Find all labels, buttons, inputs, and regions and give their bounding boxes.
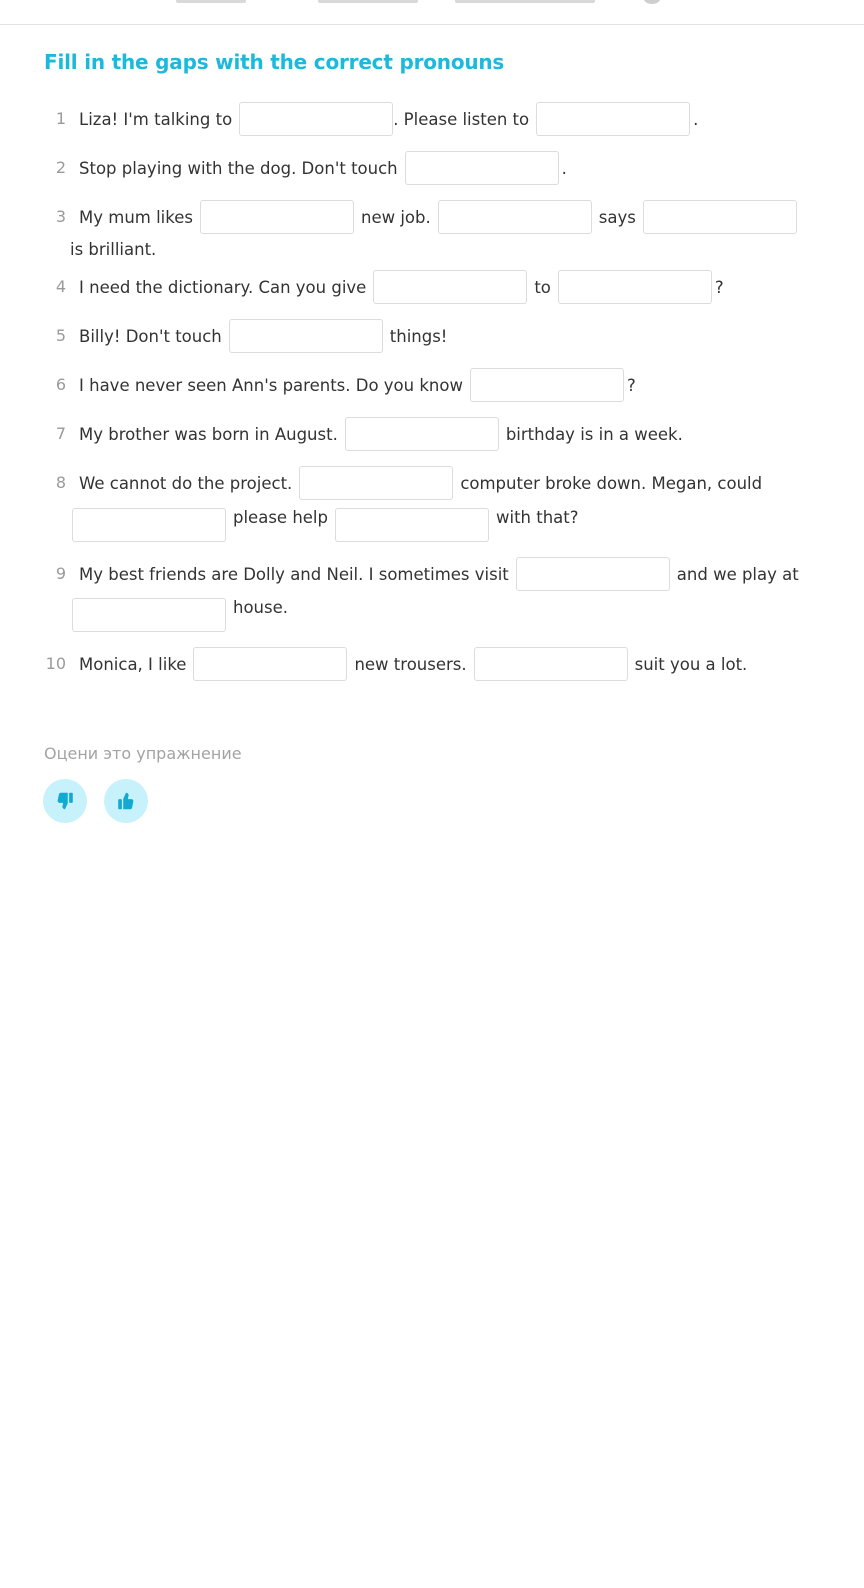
answer-gap-6a[interactable]	[470, 368, 624, 402]
exercise-8	[79, 465, 762, 501]
sentence-text: says	[598, 207, 636, 227]
sentence-text: things!	[389, 326, 448, 346]
sentence-text: with that?	[495, 507, 579, 527]
answer-gap-10a[interactable]	[193, 647, 347, 681]
exercise-9	[79, 556, 799, 592]
sentence-text: Liza! I'm talking to	[79, 109, 233, 129]
answer-gap-8c[interactable]	[335, 508, 489, 542]
answer-gap-2a[interactable]	[405, 151, 559, 185]
exercise-3-continued	[70, 231, 156, 267]
sentence-text: My brother was born in August.	[79, 424, 338, 444]
exercise-number: 4	[55, 277, 66, 296]
answer-gap-9b[interactable]	[72, 598, 226, 632]
exercise-8-continued	[72, 507, 579, 543]
sentence-text: . Please listen to	[393, 109, 530, 129]
exercise-1	[79, 101, 698, 137]
answer-gap-1b[interactable]	[536, 102, 690, 136]
answer-gap-9a[interactable]	[516, 557, 670, 591]
thumbs-up-icon	[115, 790, 137, 812]
sentence-text: computer broke down. Megan, could	[460, 473, 763, 493]
answer-gap-1a[interactable]	[239, 102, 393, 136]
exercise-7	[79, 416, 683, 452]
sentence-text: ?	[626, 375, 636, 395]
sentence-text: .	[693, 109, 699, 129]
exercise-4	[79, 269, 724, 305]
exercise-2	[79, 150, 567, 186]
sentence-text: .	[561, 158, 567, 178]
sentence-text: I have never seen Ann's parents. Do you know	[79, 375, 463, 395]
answer-gap-3c[interactable]	[643, 200, 797, 234]
dislike-button[interactable]	[43, 779, 87, 823]
answer-gap-7a[interactable]	[345, 417, 499, 451]
top-bar-fragment	[318, 0, 418, 3]
sentence-text: My mum likes	[79, 207, 193, 227]
sentence-text: Billy! Don't touch	[79, 326, 222, 346]
sentence-text: ?	[714, 277, 724, 297]
avatar[interactable]	[643, 0, 661, 4]
sentence-text: Stop playing with the dog. Don't touch	[79, 158, 398, 178]
sentence-text: to	[534, 277, 551, 297]
exercise-number: 9	[55, 564, 66, 583]
answer-gap-3a[interactable]	[200, 200, 354, 234]
answer-gap-3b[interactable]	[438, 200, 592, 234]
sentence-text: house.	[233, 597, 289, 617]
exercise-number: 10	[45, 654, 66, 673]
sentence-text: My best friends are Dolly and Neil. I sometimes visit	[79, 564, 509, 584]
exercise-number: 2	[55, 158, 66, 177]
answer-gap-4a[interactable]	[373, 270, 527, 304]
sentence-text: please help	[233, 507, 328, 527]
page-title: Fill in the gaps with the correct pronouns	[44, 50, 505, 74]
exercise-5	[79, 318, 447, 354]
exercise-number: 3	[55, 207, 66, 226]
exercise-10	[79, 646, 747, 682]
top-bar-fragment	[455, 0, 595, 3]
answer-gap-5a[interactable]	[229, 319, 383, 353]
exercise-number: 6	[55, 375, 66, 394]
exercise-6	[79, 367, 636, 403]
exercise-number: 8	[55, 473, 66, 492]
sentence-text: is brilliant.	[70, 239, 157, 259]
exercise-9-continued	[72, 597, 288, 633]
sentence-text: birthday is in a week.	[505, 424, 683, 444]
exercise-number: 7	[55, 424, 66, 443]
sentence-text: suit you a lot.	[634, 654, 748, 674]
sentence-text: We cannot do the project.	[79, 473, 293, 493]
sentence-text: Monica, I like	[79, 654, 187, 674]
exercise-3	[79, 199, 804, 235]
exercise-number: 1	[55, 109, 66, 128]
sentence-text: and we play at	[676, 564, 799, 584]
sentence-text: I need the dictionary. Can you give	[79, 277, 367, 297]
like-button[interactable]	[104, 779, 148, 823]
answer-gap-10b[interactable]	[474, 647, 628, 681]
sentence-text: new trousers.	[354, 654, 467, 674]
exercise-number: 5	[55, 326, 66, 345]
thumbs-down-icon	[54, 790, 76, 812]
answer-gap-8a[interactable]	[299, 466, 453, 500]
sentence-text: new job.	[360, 207, 431, 227]
top-bar	[0, 0, 864, 25]
answer-gap-8b[interactable]	[72, 508, 226, 542]
top-bar-fragment	[176, 0, 246, 3]
rate-exercise-label: Оцени это упражнение	[44, 744, 242, 763]
answer-gap-4b[interactable]	[558, 270, 712, 304]
